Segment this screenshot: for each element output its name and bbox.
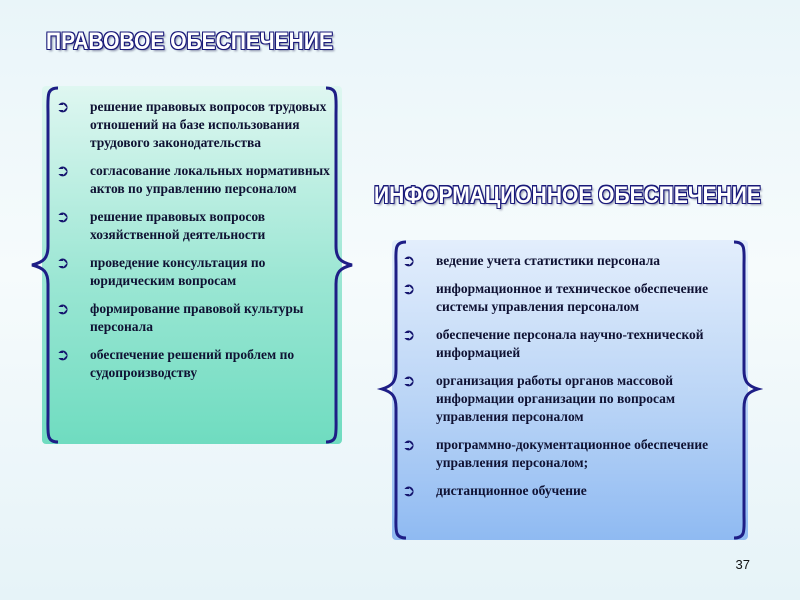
circled-arrow-right-icon: ➲ [402, 371, 416, 390]
circled-arrow-right-icon: ➲ [56, 207, 70, 226]
circled-arrow-right-icon: ➲ [56, 161, 70, 180]
list-item: ➲ проведение консультация по юридическим вопросам [56, 253, 266, 288]
info-support-panel [392, 240, 748, 540]
list-item: ➲ программно-документационное обеспечение управления персоналом; [402, 435, 709, 470]
circled-arrow-right-icon: ➲ [56, 345, 70, 364]
circled-arrow-right-icon: ➲ [402, 435, 416, 454]
circled-arrow-right-icon: ➲ [56, 253, 70, 272]
page-number: 37 [735, 557, 750, 572]
list-item: ➲ дистанционное обучение [402, 481, 587, 500]
info-support-list [398, 252, 742, 510]
list-item: ➲ формирование правовой культуры персонала [56, 299, 304, 334]
circled-arrow-right-icon: ➲ [402, 279, 416, 298]
circled-arrow-right-icon: ➲ [402, 325, 416, 344]
list-item: ➲ информационное и техническое обеспечение системы управления персоналом [402, 279, 709, 314]
list-item: ➲ ведение учета статистики персонала [402, 251, 661, 270]
list-item: ➲ решение правовых вопросов хозяйственной деятельности [56, 207, 266, 242]
list-item: ➲ обеспечение персонала научно-технической информацией [402, 325, 704, 360]
circled-arrow-right-icon: ➲ [402, 481, 416, 500]
circled-arrow-right-icon: ➲ [402, 251, 416, 270]
list-item: ➲ решение правовых вопросов трудовых отношений на базе использования трудового законодательства [56, 97, 327, 150]
circled-arrow-right-icon: ➲ [56, 97, 70, 116]
list-item: ➲ обеспечение решений проблем по судопроизводству [56, 345, 295, 380]
legal-support-panel [42, 86, 342, 444]
list-item: ➲ согласование локальных нормативных актов по управлению персоналом [56, 161, 330, 196]
legal-support-heading: ПРАВОВОЕ ОБЕСПЕЧЕНИЕ [46, 28, 333, 55]
circled-arrow-right-icon: ➲ [56, 299, 70, 318]
legal-support-list [52, 98, 334, 392]
info-support-heading: ИНФОРМАЦИОННОЕ ОБЕСПЕЧЕНИЕ [374, 182, 761, 209]
list-item: ➲ организация работы органов массовой информации организации по вопросам управления персоналом [402, 371, 676, 424]
